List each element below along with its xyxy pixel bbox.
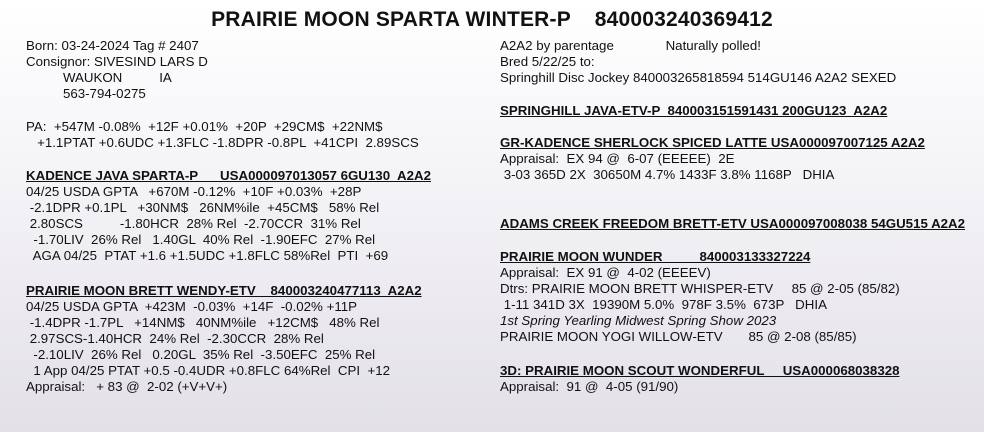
bred-line: Bred 5/22/25 to:: [500, 54, 595, 69]
sire-line: 04/25 USDA GPTA +670M -0.12% +10F +0.03% +28P: [26, 184, 362, 199]
animal-title: PRAIRIE MOON SPARTA WINTER-P 840003240369412: [211, 8, 773, 31]
springhill-heading: SPRINGHILL JAVA-ETV-P 840003151591431 200GU123 A2A2: [500, 103, 888, 118]
consignor-phone-line: 563-794-0275: [26, 86, 146, 101]
wunder-appraisal: Appraisal: EX 91 @ 4-02 (EEEEV): [500, 265, 711, 280]
born-tag-line: Born: 03-24-2024 Tag # 2407: [26, 38, 199, 53]
consignor-line: Consignor: SIVESIND LARS D: [26, 54, 208, 69]
sire-heading: KADENCE JAVA SPARTA-P USA000097013057 6GU130 A2A2: [26, 168, 431, 183]
dam-line: -1.4DPR -1.7PL +14NM$ 40NM%ile +12CM$ 48% Rel: [26, 315, 380, 330]
sire-line: 2.80SCS -1.80HCR 28% Rel -2.70CCR 31% Rel: [26, 216, 361, 231]
wunder-dtrs: Dtrs: PRAIRIE MOON BRETT WHISPER-ETV 85 @ 2-05 (85/82): [500, 281, 900, 296]
service-sire-line: Springhill Disc Jockey 840003265818594 514GU146 A2A2 SEXED: [500, 70, 897, 85]
scout-heading: 3D: PRAIRIE MOON SCOUT WONDERFUL USA000068038328: [500, 363, 900, 378]
sire-line: -2.1DPR +0.1PL +30NM$ 26NM%ile +45CM$ 58% Rel: [26, 200, 380, 215]
kadence-heading: GR-KADENCE SHERLOCK SPICED LATTE USA000097007125 A2A2: [500, 135, 925, 150]
dam-heading: PRAIRIE MOON BRETT WENDY-ETV 840003240477113 A2A2: [26, 283, 422, 298]
pa-line-2: +1.1PTAT +0.6UDC +1.3FLC -1.8DPR -0.8PL +41CPI 2.89SCS: [26, 135, 419, 150]
sire-line: AGA 04/25 PTAT +1.6 +1.5UDC +1.8FLC 58%Rel PTI +69: [26, 248, 389, 263]
scout-appraisal: Appraisal: 91 @ 4-05 (91/90): [500, 379, 679, 394]
dam-line: 2.97SCS-1.40HCR 24% Rel -2.30CCR 28% Rel: [26, 331, 324, 346]
dam-line: 1 App 04/25 PTAT +0.5 -0.4UDR +0.8FLC 64%Rel CPI +12: [26, 363, 391, 378]
pa-line-1: PA: +547M -0.08% +12F +0.01% +20P +29CM$ +22NM$: [26, 119, 383, 134]
dam-appraisal: Appraisal: + 83 @ 2-02 (+V+V+): [26, 379, 228, 394]
adams-creek-heading: ADAMS CREEK FREEDOM BRETT-ETV USA000097008038 54GU515 A2A2: [500, 216, 966, 231]
kadence-appraisal: Appraisal: EX 94 @ 6-07 (EEEEE) 2E: [500, 151, 735, 166]
sire-line: -1.70LIV 26% Rel 1.40GL 40% Rel -1.90EFC 27% Rel: [26, 232, 376, 247]
show-award: 1st Spring Yearling Midwest Spring Show 2023: [500, 313, 777, 328]
dam-line: -2.10LIV 26% Rel 0.20GL 35% Rel -3.50EFC 25% Rel: [26, 347, 376, 362]
wunder-heading: PRAIRIE MOON WUNDER 840003133327224: [500, 249, 811, 264]
yogi-willow-line: PRAIRIE MOON YOGI WILLOW-ETV 85 @ 2-08 (85/85): [500, 329, 857, 344]
dam-line: 04/25 USDA GPTA +423M -0.03% +14F -0.02% +11P: [26, 299, 358, 314]
parentage-line: A2A2 by parentage Naturally polled!: [500, 38, 761, 53]
wunder-record: 1-11 341D 3X 19390M 5.0% 978F 3.5% 673P DHIA: [500, 297, 827, 312]
kadence-record: 3-03 365D 2X 30650M 4.7% 1433F 3.8% 1168P DHIA: [500, 167, 835, 182]
consignor-city-line: WAUKON IA: [26, 70, 172, 85]
